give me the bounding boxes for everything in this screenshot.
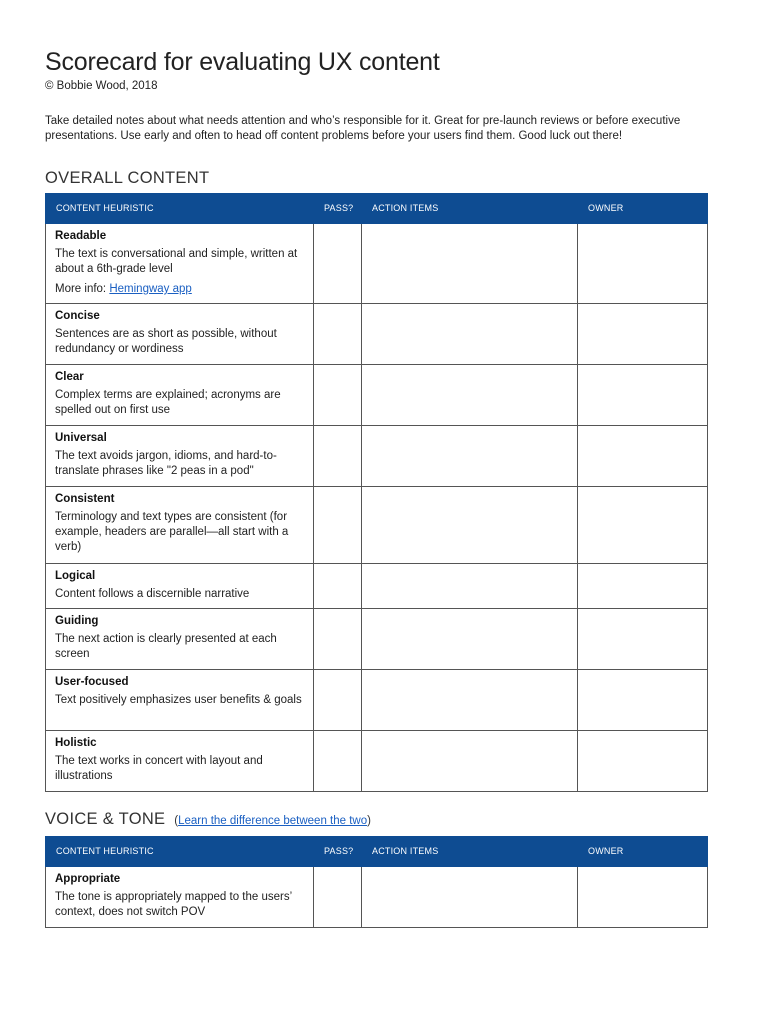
owner-cell[interactable] — [578, 867, 708, 928]
pass-cell[interactable] — [314, 426, 362, 487]
heuristic-cell — [46, 426, 314, 487]
owner-cell[interactable] — [578, 365, 708, 426]
owner-cell[interactable] — [578, 304, 708, 365]
pass-cell[interactable] — [314, 867, 362, 928]
more-info-label: More info: — [55, 283, 107, 295]
page-title: Scorecard for evaluating UX content — [45, 48, 440, 76]
heuristic-name: Guiding — [55, 615, 99, 627]
heuristic-cell — [46, 564, 314, 609]
voice-tone-table — [45, 836, 708, 928]
action-items-cell[interactable] — [362, 670, 578, 731]
owner-cell[interactable] — [578, 224, 708, 304]
section-heading-voice-tone — [45, 809, 371, 831]
heuristic-cell — [46, 731, 314, 792]
heuristic-name: Logical — [55, 570, 96, 582]
table-row — [46, 365, 708, 426]
table-row — [46, 564, 708, 609]
table-header-row — [46, 837, 708, 867]
action-items-cell[interactable] — [362, 867, 578, 928]
heuristic-description: Text positively emphasizes user benefits & goals — [55, 694, 302, 706]
overall-content-table — [45, 193, 708, 792]
section-heading-overall-content: OVERALL CONTENT — [45, 169, 210, 187]
heuristic-cell — [46, 487, 314, 564]
more-info — [55, 282, 305, 297]
table-row — [46, 426, 708, 487]
heuristic-description: The text works in concert with layout and illustrations — [55, 755, 263, 782]
heuristic-name: Universal — [55, 432, 107, 444]
pass-cell[interactable] — [314, 487, 362, 564]
column-header-action-items: ACTION ITEMS — [362, 194, 578, 224]
pass-cell[interactable] — [314, 609, 362, 670]
heuristic-description: The text avoids jargon, idioms, and hard-to-translate phrases like "2 peas in a pod" — [55, 450, 277, 477]
owner-cell[interactable] — [578, 487, 708, 564]
table-header-row — [46, 194, 708, 224]
table-row — [46, 867, 708, 928]
heuristic-name: Appropriate — [55, 873, 121, 885]
owner-cell[interactable] — [578, 564, 708, 609]
heuristic-cell — [46, 224, 314, 304]
column-header-pass: PASS? — [314, 837, 362, 867]
column-header-owner: OWNER — [578, 837, 708, 867]
pass-cell[interactable] — [314, 365, 362, 426]
owner-cell[interactable] — [578, 426, 708, 487]
heuristic-description: Complex terms are explained; acronyms are spelled out on first use — [55, 389, 281, 416]
pass-cell[interactable] — [314, 564, 362, 609]
voice-link-wrapper — [174, 815, 371, 827]
action-items-cell[interactable] — [362, 609, 578, 670]
heuristic-cell — [46, 867, 314, 928]
column-header-pass: PASS? — [314, 194, 362, 224]
heuristic-cell — [46, 304, 314, 365]
learn-difference-link[interactable]: Learn the difference between the two — [178, 815, 368, 827]
heuristic-name: Consistent — [55, 493, 115, 505]
column-header-heuristic: CONTENT HEURISTIC — [46, 837, 314, 867]
action-items-cell[interactable] — [362, 365, 578, 426]
heuristic-name: Clear — [55, 371, 84, 383]
intro-paragraph: Take detailed notes about what needs attention and who’s responsible for it. Great for pre-launch reviews or before executive presentations. Use early and often to head off content problems before your users find them. Good luck out there! — [45, 115, 681, 142]
action-items-cell[interactable] — [362, 564, 578, 609]
table-row — [46, 224, 708, 304]
action-items-cell[interactable] — [362, 487, 578, 564]
action-items-cell[interactable] — [362, 304, 578, 365]
owner-cell[interactable] — [578, 670, 708, 731]
action-items-cell[interactable] — [362, 224, 578, 304]
hemingway-app-link[interactable]: Hemingway app — [109, 283, 192, 295]
heuristic-description: Terminology and text types are consistent (for example, headers are parallel—all start with a verb) — [55, 511, 289, 553]
copyright-notice: © Bobbie Wood, 2018 — [45, 80, 158, 92]
heuristic-name: Readable — [55, 230, 107, 242]
column-header-heuristic: CONTENT HEURISTIC — [46, 194, 314, 224]
action-items-cell[interactable] — [362, 426, 578, 487]
action-items-cell[interactable] — [362, 731, 578, 792]
heuristic-description: The text is conversational and simple, written at about a 6th-grade level — [55, 248, 298, 275]
voice-tone-title: VOICE & TONE — [45, 810, 166, 828]
owner-cell[interactable] — [578, 731, 708, 792]
column-header-action-items: ACTION ITEMS — [362, 837, 578, 867]
heuristic-name: Concise — [55, 310, 100, 322]
heuristic-description: The tone is appropriately mapped to the users’ context, does not switch POV — [55, 891, 292, 918]
table-row — [46, 304, 708, 365]
heuristic-cell — [46, 670, 314, 731]
table-row — [46, 731, 708, 792]
heuristic-cell — [46, 365, 314, 426]
heuristic-cell — [46, 609, 314, 670]
table-row — [46, 487, 708, 564]
pass-cell[interactable] — [314, 304, 362, 365]
heuristic-description: Content follows a discernible narrative — [55, 588, 250, 600]
pass-cell[interactable] — [314, 670, 362, 731]
pass-cell[interactable] — [314, 731, 362, 792]
heuristic-name: User-focused — [55, 676, 129, 688]
table-row — [46, 609, 708, 670]
paren-close: ) — [367, 815, 371, 827]
owner-cell[interactable] — [578, 609, 708, 670]
heuristic-name: Holistic — [55, 737, 97, 749]
heuristic-description: Sentences are as short as possible, without redundancy or wordiness — [55, 328, 277, 355]
heuristic-description: The next action is clearly presented at each screen — [55, 633, 277, 660]
pass-cell[interactable] — [314, 224, 362, 304]
table-row — [46, 670, 708, 731]
column-header-owner: OWNER — [578, 194, 708, 224]
paren-open: ( — [174, 815, 179, 827]
